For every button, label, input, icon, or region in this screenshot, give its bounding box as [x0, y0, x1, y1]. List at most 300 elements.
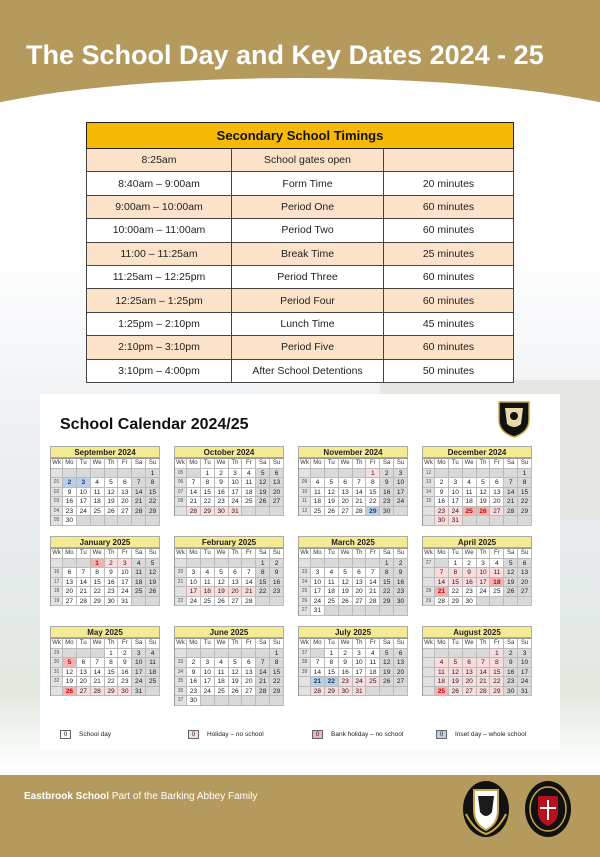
day-header: Th: [229, 459, 243, 469]
timings-row: [87, 242, 514, 265]
calendar-day: [105, 469, 119, 479]
legend-label: Holiday – no school: [207, 731, 264, 739]
footer-school-name: Eastbrook School: [24, 791, 110, 802]
calendar-day: 9: [270, 568, 284, 578]
calendar-day: [63, 469, 77, 479]
calendar-day: 9: [435, 488, 449, 498]
calendar-day: 2: [118, 649, 132, 659]
calendar-day: [518, 597, 532, 607]
calendar-day: [353, 606, 367, 616]
footer-tagline: Part of the Barking Abbey Family: [109, 791, 258, 802]
day-grid: [298, 638, 408, 696]
calendar-day: 29: [518, 507, 532, 517]
school-crest-icon: [496, 400, 532, 438]
day-header: Fr: [490, 549, 504, 559]
calendar-day: 23: [118, 677, 132, 687]
barking-abbey-crest-icon: [524, 780, 572, 838]
calendar-day: 27: [394, 677, 408, 687]
week-number: [175, 507, 187, 517]
calendar-day: [463, 649, 477, 659]
calendar-day: 4: [435, 658, 449, 668]
calendar-day: 5: [449, 658, 463, 668]
calendar-day: 22: [201, 497, 215, 507]
calendar-day: [63, 649, 77, 659]
calendar-day: [325, 606, 339, 616]
calendar-day: 25: [311, 507, 325, 517]
calendar-day: 5: [215, 568, 229, 578]
week-number: [423, 668, 435, 678]
calendar-day: [215, 559, 229, 569]
day-grid: [174, 548, 284, 606]
calendar-day: 23: [187, 687, 201, 697]
calendar-day: 17: [518, 668, 532, 678]
calendar-day: 26: [146, 587, 160, 597]
day-header: Sa: [504, 639, 518, 649]
week-number: 37: [299, 649, 311, 659]
calendar-day: [353, 559, 367, 569]
calendar-day: [118, 516, 132, 526]
calendar-day: 1: [518, 469, 532, 479]
calendar-day: 14: [242, 578, 256, 588]
calendar-day: 22: [91, 587, 105, 597]
time-cell: 11:00 – 11:25am: [87, 242, 232, 265]
day-grid: [298, 548, 408, 616]
calendar-day: 13: [394, 658, 408, 668]
day-header: We: [91, 459, 105, 469]
calendar-day: 7: [435, 568, 449, 578]
day-header: Mo: [187, 639, 201, 649]
day-header: Th: [229, 549, 243, 559]
day-header: Mo: [311, 549, 325, 559]
calendar-day: 6: [518, 559, 532, 569]
day-header: Wk: [175, 549, 187, 559]
calendar-day: 6: [270, 469, 284, 479]
calendar-day: 20: [242, 677, 256, 687]
calendar-day: 19: [105, 497, 119, 507]
calendar-day: 25: [463, 507, 477, 517]
month-name: May 2025: [50, 626, 160, 638]
calendar-day: 17: [477, 578, 491, 588]
day-header: We: [215, 639, 229, 649]
calendar-day: 30: [118, 687, 132, 697]
day-header: Su: [146, 639, 160, 649]
calendar-day: 3: [449, 478, 463, 488]
day-grid: [422, 548, 532, 606]
calendar-day: 8: [366, 478, 380, 488]
calendar-day: 21: [242, 587, 256, 597]
calendar-day: 24: [311, 597, 325, 607]
calendar-day: 26: [325, 507, 339, 517]
calendar-day: 22: [380, 587, 394, 597]
legend-item: [436, 730, 526, 739]
legend-item: [312, 730, 403, 739]
calendar-day: [477, 516, 491, 526]
day-grid: [50, 458, 160, 526]
week-number: 22: [175, 597, 187, 607]
activity-cell: Period Three: [232, 265, 384, 288]
time-cell: 12:25am – 1:25pm: [87, 289, 232, 312]
calendar-day: 24: [132, 677, 146, 687]
week-number: [51, 687, 63, 697]
day-header: Fr: [490, 639, 504, 649]
day-header: We: [463, 549, 477, 559]
day-header: Mo: [435, 459, 449, 469]
calendar-day: 9: [394, 568, 408, 578]
calendar-day: 25: [215, 687, 229, 697]
week-number: 17: [51, 578, 63, 588]
calendar-day: [435, 649, 449, 659]
week-number: 21: [175, 578, 187, 588]
calendar-day: 8: [256, 568, 270, 578]
calendar-day: 13: [339, 488, 353, 498]
calendar-day: 27: [242, 687, 256, 697]
day-header: We: [463, 639, 477, 649]
calendar-day: 31: [353, 687, 367, 697]
calendar-day: 1: [270, 649, 284, 659]
calendar-day: [339, 559, 353, 569]
calendar-day: 17: [118, 578, 132, 588]
calendar-day: 5: [105, 478, 119, 488]
calendar-day: 18: [201, 587, 215, 597]
day-header: Wk: [423, 549, 435, 559]
calendar-day: [242, 507, 256, 517]
week-number: 34: [175, 668, 187, 678]
calendar-day: 22: [256, 587, 270, 597]
calendar-day: 27: [463, 687, 477, 697]
calendar-day: 19: [339, 587, 353, 597]
calendar-day: 13: [353, 578, 367, 588]
calendar-day: 5: [229, 658, 243, 668]
month-calendar: [50, 446, 160, 526]
day-header: Fr: [118, 639, 132, 649]
day-header: Th: [353, 549, 367, 559]
calendar-day: 24: [77, 507, 91, 517]
legend-swatch: 0: [312, 730, 323, 739]
day-header: Mo: [435, 549, 449, 559]
week-number: 29: [51, 649, 63, 659]
day-header: Wk: [423, 459, 435, 469]
day-header: Th: [105, 639, 119, 649]
calendar-day: 17: [449, 497, 463, 507]
week-number: [423, 658, 435, 668]
calendar-day: 28: [256, 687, 270, 697]
week-number: 15: [423, 497, 435, 507]
calendar-day: [504, 469, 518, 479]
timings-row: [87, 195, 514, 218]
calendar-day: 9: [339, 658, 353, 668]
calendar-day: 8: [146, 478, 160, 488]
day-header: Sa: [380, 639, 394, 649]
calendar-day: 1: [146, 469, 160, 479]
day-grid: [50, 548, 160, 606]
calendar-day: 2: [339, 649, 353, 659]
activity-cell: Break Time: [232, 242, 384, 265]
calendar-day: 25: [325, 597, 339, 607]
calendar-day: 29: [366, 507, 380, 517]
calendar-day: 13: [229, 578, 243, 588]
calendar-day: 16: [118, 668, 132, 678]
calendar-day: [270, 597, 284, 607]
calendar-day: [132, 516, 146, 526]
calendar-day: 11: [201, 578, 215, 588]
week-number: 14: [423, 488, 435, 498]
day-header: Fr: [118, 459, 132, 469]
calendar-day: 22: [325, 677, 339, 687]
calendar-day: 15: [449, 578, 463, 588]
calendar-day: [132, 469, 146, 479]
calendar-day: 10: [353, 658, 367, 668]
calendar-day: [256, 696, 270, 706]
calendar-day: 26: [63, 687, 77, 697]
day-header: Tu: [325, 639, 339, 649]
calendar-day: 26: [215, 597, 229, 607]
calendar-day: 31: [229, 507, 243, 517]
calendar-day: 12: [339, 578, 353, 588]
calendar-day: 7: [366, 568, 380, 578]
calendar-day: 29: [91, 597, 105, 607]
day-header: Su: [270, 549, 284, 559]
time-cell: 10:00am – 11:00am: [87, 219, 232, 242]
calendar-day: 26: [380, 677, 394, 687]
time-cell: 3:10pm – 4:00pm: [87, 359, 232, 382]
calendar-day: 21: [132, 497, 146, 507]
calendar-day: 24: [518, 677, 532, 687]
month-calendar: [174, 626, 284, 706]
calendar-day: 30: [63, 516, 77, 526]
calendar-day: 20: [490, 497, 504, 507]
calendar-day: [215, 696, 229, 706]
calendar-day: 3: [311, 568, 325, 578]
calendar-day: 11: [132, 568, 146, 578]
calendar-day: [187, 559, 201, 569]
calendar-day: 20: [518, 578, 532, 588]
calendar-day: 9: [63, 488, 77, 498]
calendar-day: 3: [229, 469, 243, 479]
calendar-day: 3: [118, 559, 132, 569]
duration-cell: 50 minutes: [384, 359, 514, 382]
month-calendar: [298, 536, 408, 616]
calendar-day: 28: [353, 507, 367, 517]
calendar-day: [91, 469, 105, 479]
calendar-day: 19: [504, 578, 518, 588]
calendar-day: [146, 516, 160, 526]
day-header: Wk: [175, 639, 187, 649]
calendar-day: 27: [77, 687, 91, 697]
calendar-day: 1: [449, 559, 463, 569]
calendar-day: 20: [229, 587, 243, 597]
day-header: Su: [146, 459, 160, 469]
calendar-day: 31: [518, 687, 532, 697]
day-header: Th: [477, 459, 491, 469]
calendar-day: 11: [311, 488, 325, 498]
week-number: 04: [51, 507, 63, 517]
calendar-day: [201, 559, 215, 569]
calendar-day: [463, 516, 477, 526]
month-name: January 2025: [50, 536, 160, 548]
calendar-day: 14: [187, 488, 201, 498]
calendar-day: 25: [242, 497, 256, 507]
calendar-day: 6: [77, 658, 91, 668]
calendar-day: 22: [449, 587, 463, 597]
timings-row: [87, 336, 514, 359]
calendar-day: 1: [366, 469, 380, 479]
calendar-day: 17: [132, 668, 146, 678]
week-number: [175, 587, 187, 597]
calendar-day: 28: [187, 507, 201, 517]
week-number: [423, 516, 435, 526]
month-calendar: [422, 626, 532, 696]
day-header: Th: [105, 549, 119, 559]
day-header: Fr: [242, 459, 256, 469]
calendar-day: 13: [118, 488, 132, 498]
day-header: Wk: [299, 549, 311, 559]
calendar-day: 16: [394, 578, 408, 588]
calendar-day: 10: [132, 658, 146, 668]
timings-row: [87, 149, 514, 172]
calendar-day: 20: [353, 587, 367, 597]
calendar-day: 14: [435, 578, 449, 588]
duration-cell: 25 minutes: [384, 242, 514, 265]
week-number: 09: [299, 478, 311, 488]
calendar-day: 14: [353, 488, 367, 498]
calendar-day: [77, 516, 91, 526]
day-header: We: [215, 459, 229, 469]
week-number: [175, 649, 187, 659]
week-number: 06: [175, 478, 187, 488]
calendar-day: 27: [339, 507, 353, 517]
calendar-day: 21: [91, 677, 105, 687]
calendar-day: 27: [518, 587, 532, 597]
calendar-day: 29: [146, 507, 160, 517]
day-header: Tu: [449, 549, 463, 559]
calendar-day: 25: [435, 687, 449, 697]
calendar-day: 5: [256, 469, 270, 479]
calendar-day: 13: [242, 668, 256, 678]
calendar-day: 9: [118, 658, 132, 668]
week-number: 28: [423, 587, 435, 597]
calendar-day: 26: [105, 507, 119, 517]
duration-cell: 60 minutes: [384, 336, 514, 359]
day-header: Mo: [435, 639, 449, 649]
calendar-day: [229, 649, 243, 659]
calendar-day: 25: [146, 677, 160, 687]
calendar-day: 14: [77, 578, 91, 588]
calendar-day: 10: [229, 478, 243, 488]
time-cell: 8:40am – 9:00am: [87, 172, 232, 195]
week-number: 31: [51, 668, 63, 678]
calendar-day: 14: [256, 668, 270, 678]
header-curve: [0, 78, 600, 112]
week-number: 27: [299, 606, 311, 616]
calendar-day: 4: [311, 478, 325, 488]
calendar-day: 2: [215, 469, 229, 479]
calendar-day: 12: [146, 568, 160, 578]
week-number: 18: [51, 587, 63, 597]
duration-cell: 60 minutes: [384, 219, 514, 242]
calendar-day: 9: [504, 658, 518, 668]
calendar-day: 8: [91, 568, 105, 578]
calendar-day: 16: [215, 488, 229, 498]
day-header: Sa: [504, 549, 518, 559]
calendar-day: 10: [187, 578, 201, 588]
day-header: Fr: [366, 459, 380, 469]
calendar-day: 21: [504, 497, 518, 507]
activity-cell: Period Four: [232, 289, 384, 312]
calendar-day: 15: [105, 668, 119, 678]
calendar-day: 11: [91, 488, 105, 498]
calendar-day: 16: [105, 578, 119, 588]
calendar-day: [146, 597, 160, 607]
calendar-day: 14: [132, 488, 146, 498]
calendar-day: 4: [242, 469, 256, 479]
calendar-day: 9: [215, 478, 229, 488]
calendar-day: 28: [504, 507, 518, 517]
calendar-day: 5: [477, 478, 491, 488]
week-number: [51, 559, 63, 569]
week-number: 05: [51, 516, 63, 526]
day-header: Mo: [187, 459, 201, 469]
calendar-day: 13: [518, 568, 532, 578]
month-name: June 2025: [174, 626, 284, 638]
calendar-day: 8: [201, 478, 215, 488]
calendar-day: 8: [380, 568, 394, 578]
day-header: Tu: [449, 639, 463, 649]
duration-cell: 45 minutes: [384, 312, 514, 335]
week-number: 37: [175, 696, 187, 706]
week-number: 26: [299, 597, 311, 607]
calendar-day: 21: [435, 587, 449, 597]
week-number: 32: [51, 677, 63, 687]
day-header: Sa: [256, 549, 270, 559]
calendar-day: 12: [256, 478, 270, 488]
calendar-day: 11: [366, 658, 380, 668]
calendar-day: [325, 559, 339, 569]
calendar-day: [449, 469, 463, 479]
duration-cell: 60 minutes: [384, 195, 514, 218]
calendar-day: 25: [366, 677, 380, 687]
week-number: 05: [175, 469, 187, 479]
calendar-day: 23: [394, 587, 408, 597]
calendar-day: 21: [77, 587, 91, 597]
calendar-day: [242, 649, 256, 659]
calendar-day: 20: [463, 677, 477, 687]
calendar-day: 2: [504, 649, 518, 659]
day-header: Sa: [380, 549, 394, 559]
calendar-day: [435, 469, 449, 479]
month-name: March 2025: [298, 536, 408, 548]
calendar-day: 27: [229, 597, 243, 607]
calendar-day: 30: [504, 687, 518, 697]
time-cell: 1:25pm – 2:10pm: [87, 312, 232, 335]
calendar-day: [339, 606, 353, 616]
calendar-day: [256, 597, 270, 607]
calendar-day: 30: [394, 597, 408, 607]
legend-item: [60, 730, 111, 739]
calendar-day: 19: [380, 668, 394, 678]
calendar-day: 15: [91, 578, 105, 588]
calendar-day: 10: [311, 578, 325, 588]
calendar-day: [187, 469, 201, 479]
calendar-day: 20: [63, 587, 77, 597]
calendar-day: 29: [325, 687, 339, 697]
calendar-day: 9: [187, 668, 201, 678]
day-header: Th: [353, 459, 367, 469]
week-number: 35: [175, 677, 187, 687]
calendar-day: 26: [229, 687, 243, 697]
calendar-day: 16: [380, 488, 394, 498]
day-header: Tu: [77, 639, 91, 649]
calendar-day: 30: [215, 507, 229, 517]
